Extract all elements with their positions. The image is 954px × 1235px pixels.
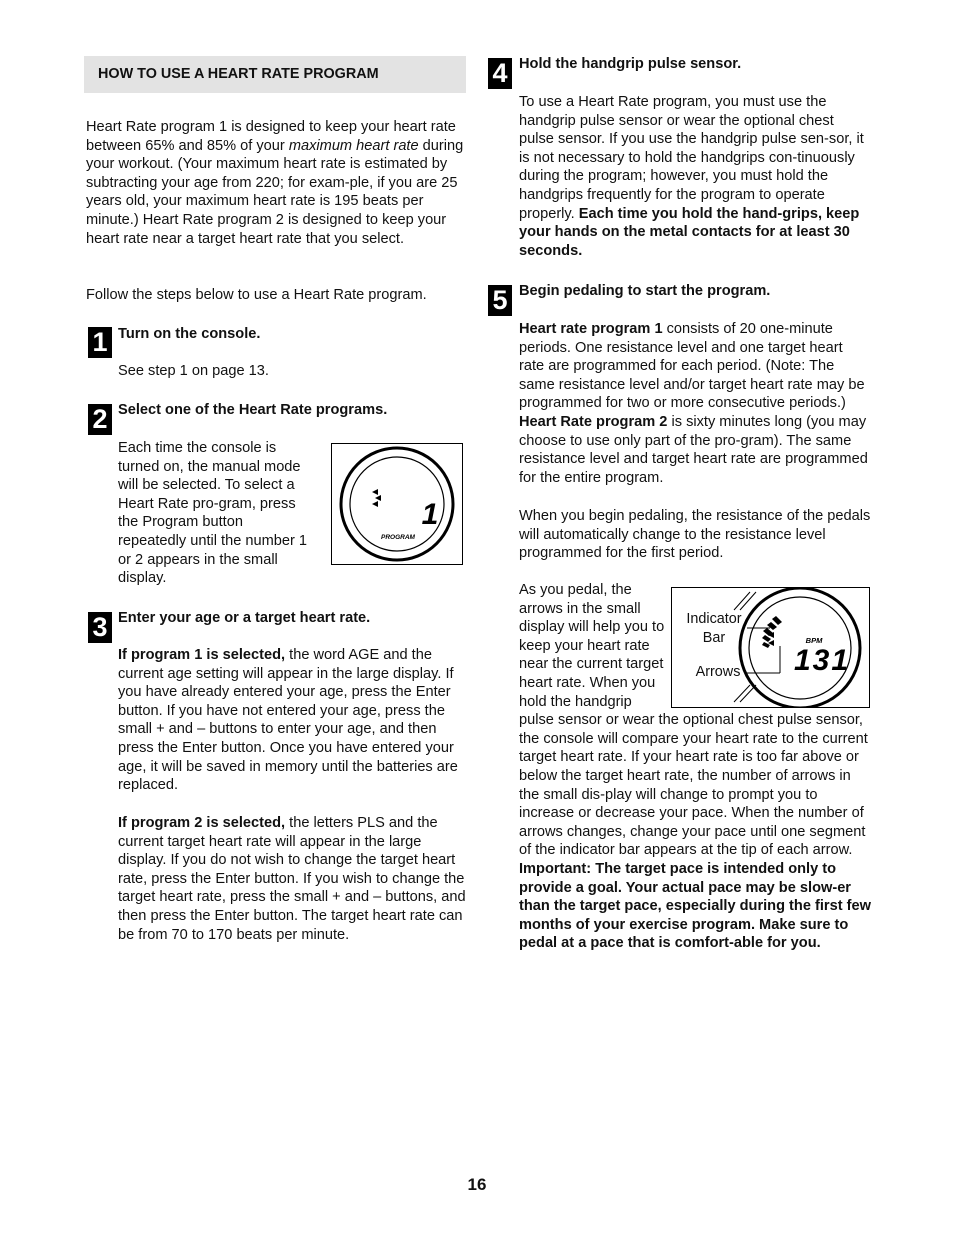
step-number-1: 1 xyxy=(88,327,112,358)
bar-label: Bar xyxy=(702,630,726,646)
intro-paragraph: Heart Rate program 1 is designed to keep your heart rate between 65% and 85% of your maximum heart rate during your workout. (Your maximum heart rate is estimated by subtracting your age from 220; for exam-ple, if you are 25 years old, your maximum heart rate is 195 beats per minute.) Heart Rate program 2 is designed to keep your heart rate near a target heart rate that you select. xyxy=(86,119,464,247)
program-display-illustration xyxy=(332,444,462,564)
step-1-text: See step 1 on page 13. xyxy=(118,363,269,379)
section-header: HOW TO USE A HEART RATE PROGRAM xyxy=(84,56,466,93)
step-number-5: 5 xyxy=(488,285,512,316)
step-5-paragraph-1: Heart rate program 1 consists of 20 one-minute periods. One resistance level and one target heart rate are programmed for each period. (Note: The same resistance level and/or target heart rate may be programmed for two or more consecutive periods.) Heart Rate program 2 is sixty minutes long (you may choose to use only part of the pro-gram). The same resistance level and target heart rate are programmed for the entire program. xyxy=(519,321,868,486)
step-4-paragraph: To use a Heart Rate program, you must use the handgrip pulse sensor or wear the optional chest pulse sensor. If you use the handgrip pulse sen-sor, it is not necessary to hold the handgrips con-tinuously during the program; however, you must hold the handgrips frequently for the program to operate properly. Each time you hold the hand-grips, keep your hands on the metal contacts for at least 30 seconds. xyxy=(519,94,864,259)
step-5-title: Begin pedaling to start the program. xyxy=(519,283,771,299)
program-display-figure xyxy=(331,443,463,565)
bpm-label: BPM xyxy=(805,636,823,645)
step-5-paragraph-2: When you begin pedaling, the resistance of the pedals will automatically change to the resistance level programmed for the first period. xyxy=(519,508,871,562)
step-2-text: Each time the console is turned on, the manual mode will be selected. To select a Heart Rate pro-gram, press the Program button repeatedly until the number 1 or 2 appears in the small display. xyxy=(118,440,308,587)
program-label: PROGRAM xyxy=(381,534,415,541)
step-number-3: 3 xyxy=(88,612,112,643)
step-2-title: Select one of the Heart Rate programs. xyxy=(118,402,388,418)
step-5-paragraph-3: As you pedal, the arrows in the small display will help you to keep your heart rate near the current target heart rate. When you hold the handgrip pulse sensor or wear the optional chest pulse sensor, the console will compare your heart rate to the current target heart rate. If your heart rate is too far above or below the target heart rate, the number of arrows in the small dis-play will change to prompt you to increase or decrease your pace. When the number of arrows changes, change your pace until one segment of the indicator bar appears at the tip of each arrow. Important: The target pace is intended only to provide a goal. Your actual pace may be slow-er than the target pace, especially during the first few months of your exercise program. Make sure to pedal at a pace that is comfort-able for you. xyxy=(519,582,871,952)
intro-instruction: Follow the steps below to use a Heart Rate program. xyxy=(86,287,427,303)
step-3-paragraph-2: If program 2 is selected, the letters PLS and the current target heart rate will appear in the large display. If you do not wish to change the target heart rate, press the Enter button. If you wish to change the target heart rate, press the small + and – buttons, and then press the Enter button. The target heart rate can be from 70 to 170 beats per minute. xyxy=(118,815,466,943)
step-4-title: Hold the handgrip pulse sensor. xyxy=(519,56,742,72)
heart-rate-readout: 131 xyxy=(793,644,851,677)
indicator-label: Indicator xyxy=(686,611,742,627)
step-3-paragraph-1: If program 1 is selected, the word AGE and the current age setting will appear in the large display. If you have already entered your age, press the Enter button. If you have not entered your age, press the small + and – buttons to enter your age, and then press the Enter button. Once you have entered your age, it will be saved in memory until the batteries are replaced. xyxy=(118,647,458,794)
arrows-label: Arrows xyxy=(695,664,741,680)
step-1-title: Turn on the console. xyxy=(118,326,261,342)
page-number: 16 xyxy=(467,1175,487,1194)
step-number-2: 2 xyxy=(88,404,112,435)
step-number-4: 4 xyxy=(488,58,512,89)
arrow-icon xyxy=(372,489,381,507)
program-number-digit: 1 xyxy=(421,498,439,531)
step-3-title: Enter your age or a target heart rate. xyxy=(118,610,371,626)
